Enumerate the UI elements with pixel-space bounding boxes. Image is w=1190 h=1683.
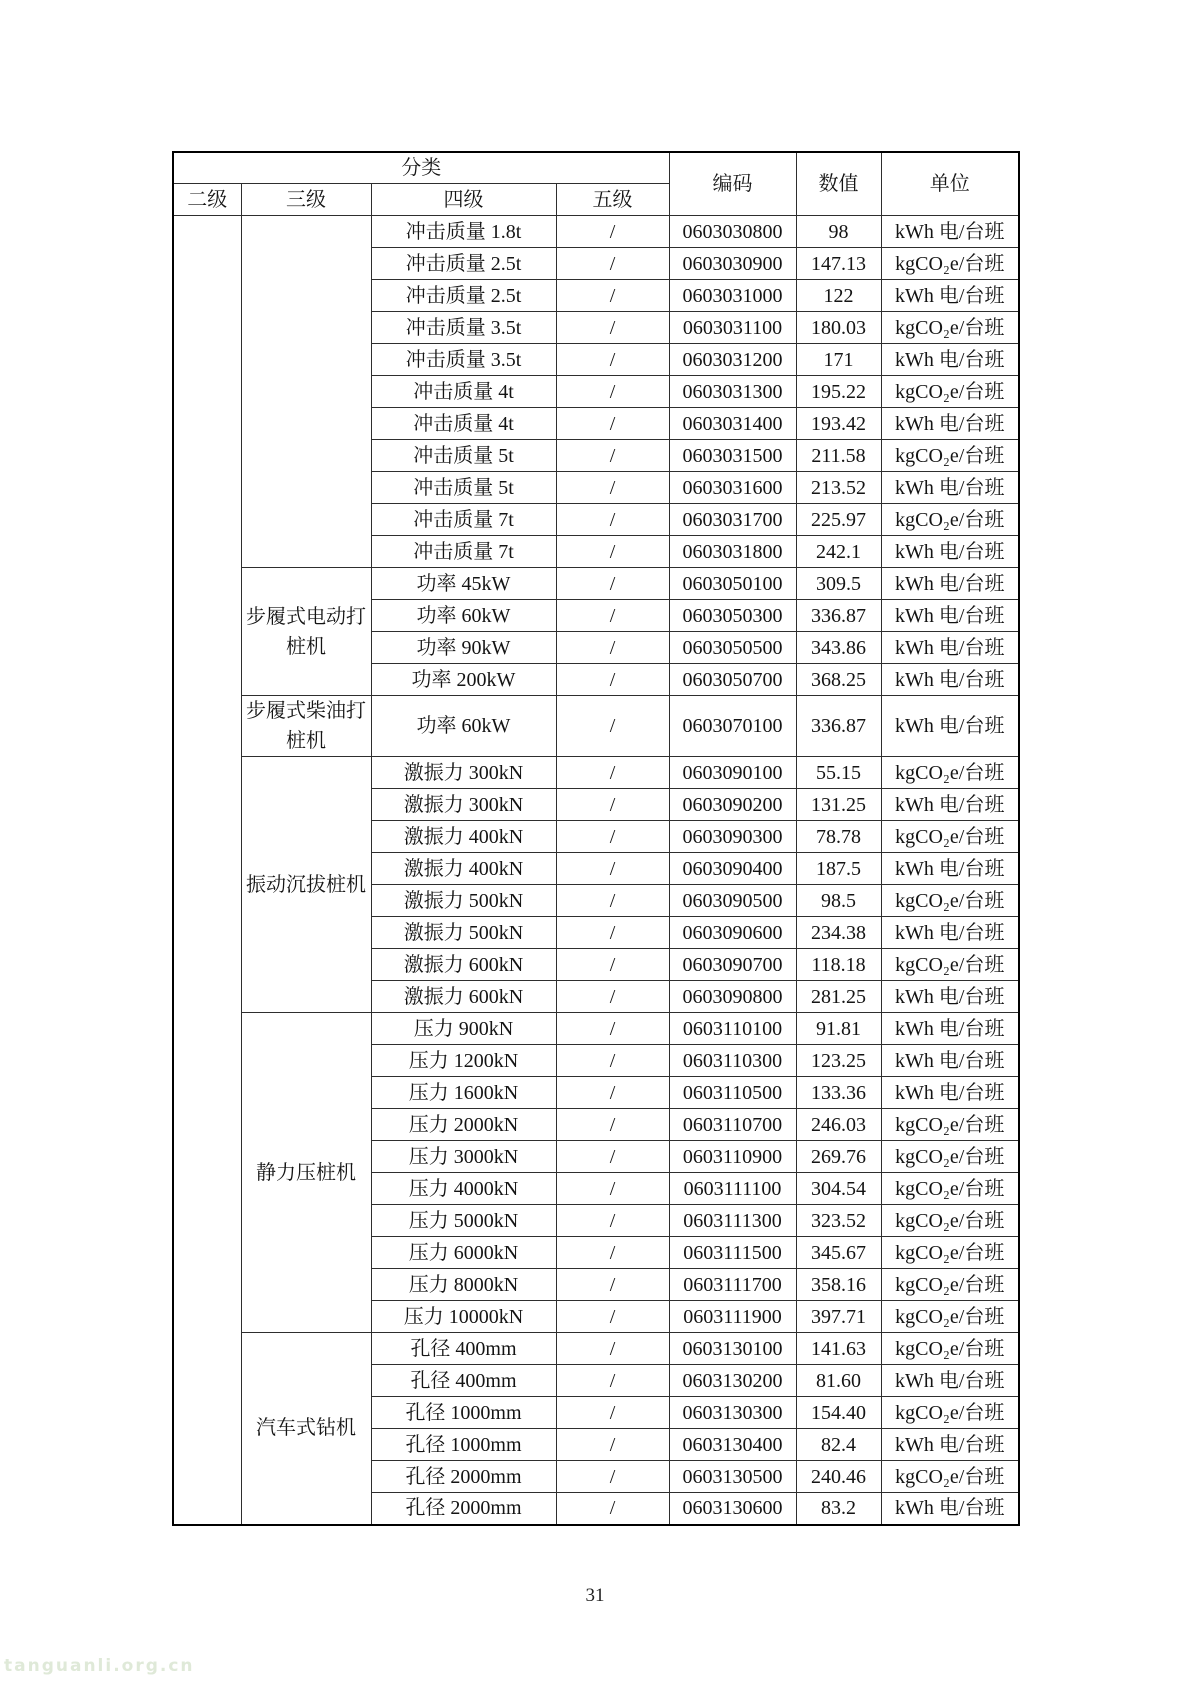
value-cell: 154.40 (796, 1397, 881, 1429)
value-cell: 195.22 (796, 376, 881, 408)
unit-cell: kgCO₂e/台班 (881, 312, 1019, 344)
code-header: 编码 (669, 152, 796, 216)
spec-cell: 冲击质量 1.8t (371, 216, 556, 248)
unit-cell: kWh 电/台班 (881, 696, 1019, 757)
value-cell: 211.58 (796, 440, 881, 472)
spec-cell: 功率 45kW (371, 568, 556, 600)
unit-cell: kWh 电/台班 (881, 1077, 1019, 1109)
unit-cell: kgCO₂e/台班 (881, 1109, 1019, 1141)
unit-cell: kgCO₂e/台班 (881, 1173, 1019, 1205)
level5-cell: / (556, 600, 669, 632)
code-cell: 0603090500 (669, 885, 796, 917)
value-cell: 336.87 (796, 696, 881, 757)
level5-cell: / (556, 376, 669, 408)
level5-cell: / (556, 789, 669, 821)
code-cell: 0603110700 (669, 1109, 796, 1141)
code-cell: 0603090600 (669, 917, 796, 949)
level5-cell: / (556, 1397, 669, 1429)
level5-cell: / (556, 1493, 669, 1525)
code-cell: 0603110900 (669, 1141, 796, 1173)
value-cell: 281.25 (796, 981, 881, 1013)
level5-cell: / (556, 885, 669, 917)
unit-cell: kgCO₂e/台班 (881, 1205, 1019, 1237)
level5-cell: / (556, 1205, 669, 1237)
spec-cell: 激振力 600kN (371, 981, 556, 1013)
code-cell: 0603031800 (669, 536, 796, 568)
level5-cell: / (556, 248, 669, 280)
level5-cell: / (556, 1269, 669, 1301)
level5-cell: / (556, 1045, 669, 1077)
value-cell: 193.42 (796, 408, 881, 440)
code-cell: 0603130400 (669, 1429, 796, 1461)
unit-header: 单位 (881, 152, 1019, 216)
level5-cell: / (556, 664, 669, 696)
unit-cell: kgCO₂e/台班 (881, 1269, 1019, 1301)
unit-cell: kWh 电/台班 (881, 568, 1019, 600)
level5-cell: / (556, 632, 669, 664)
unit-cell: kWh 电/台班 (881, 1429, 1019, 1461)
unit-cell: kWh 电/台班 (881, 280, 1019, 312)
value-cell: 82.4 (796, 1429, 881, 1461)
code-cell: 0603090300 (669, 821, 796, 853)
code-cell: 0603030900 (669, 248, 796, 280)
level4-header: 四级 (371, 184, 556, 216)
level3-header: 三级 (241, 184, 371, 216)
code-cell: 0603130500 (669, 1461, 796, 1493)
value-cell: 98 (796, 216, 881, 248)
unit-cell: kgCO₂e/台班 (881, 1141, 1019, 1173)
watermark: tanguanli.org.cn (4, 1656, 195, 1676)
unit-cell: kWh 电/台班 (881, 408, 1019, 440)
level5-cell: / (556, 472, 669, 504)
code-cell: 0603030800 (669, 216, 796, 248)
unit-cell: kWh 电/台班 (881, 472, 1019, 504)
value-cell: 91.81 (796, 1013, 881, 1045)
value-cell: 336.87 (796, 600, 881, 632)
level2-category-cell (173, 216, 241, 1525)
unit-cell: kWh 电/台班 (881, 344, 1019, 376)
spec-cell: 激振力 400kN (371, 821, 556, 853)
level5-cell: / (556, 1237, 669, 1269)
level5-cell: / (556, 536, 669, 568)
spec-cell: 冲击质量 2.5t (371, 248, 556, 280)
page-number: 31 (585, 1585, 605, 1606)
spec-cell: 功率 200kW (371, 664, 556, 696)
code-cell: 0603031600 (669, 472, 796, 504)
unit-cell: kWh 电/台班 (881, 664, 1019, 696)
unit-cell: kWh 电/台班 (881, 853, 1019, 885)
level5-cell: / (556, 440, 669, 472)
value-cell: 242.1 (796, 536, 881, 568)
unit-cell: kgCO₂e/台班 (881, 1333, 1019, 1365)
code-cell: 0603031500 (669, 440, 796, 472)
value-cell: 345.67 (796, 1237, 881, 1269)
code-cell: 0603090700 (669, 949, 796, 981)
value-cell: 213.52 (796, 472, 881, 504)
spec-cell: 孔径 1000mm (371, 1397, 556, 1429)
level5-cell: / (556, 1333, 669, 1365)
code-cell: 0603110300 (669, 1045, 796, 1077)
table-row (173, 568, 1019, 600)
spec-cell: 压力 6000kN (371, 1237, 556, 1269)
table-row (173, 757, 1019, 789)
spec-cell: 冲击质量 5t (371, 472, 556, 504)
level5-cell: / (556, 1013, 669, 1045)
code-cell: 0603031100 (669, 312, 796, 344)
carbon-emission-factor-table (172, 151, 1020, 1526)
value-cell: 81.60 (796, 1365, 881, 1397)
code-cell: 0603130100 (669, 1333, 796, 1365)
level5-header: 五级 (556, 184, 669, 216)
value-cell: 240.46 (796, 1461, 881, 1493)
unit-cell: kgCO₂e/台班 (881, 1461, 1019, 1493)
level5-cell: / (556, 1365, 669, 1397)
code-cell: 0603111300 (669, 1205, 796, 1237)
code-cell: 0603110100 (669, 1013, 796, 1045)
unit-cell: kWh 电/台班 (881, 1493, 1019, 1525)
level3-category-cell: 静力压桩机 (241, 1013, 371, 1333)
code-cell: 0603111700 (669, 1269, 796, 1301)
unit-cell: kgCO₂e/台班 (881, 821, 1019, 853)
unit-cell: kgCO₂e/台班 (881, 885, 1019, 917)
level3-category-cell: 振动沉拔桩机 (241, 757, 371, 1013)
code-cell: 0603031700 (669, 504, 796, 536)
level5-cell: / (556, 216, 669, 248)
level5-cell: / (556, 821, 669, 853)
spec-cell: 压力 5000kN (371, 1205, 556, 1237)
value-cell: 131.25 (796, 789, 881, 821)
level5-cell: / (556, 757, 669, 789)
spec-cell: 冲击质量 7t (371, 504, 556, 536)
table-row (173, 216, 1019, 248)
spec-cell: 压力 900kN (371, 1013, 556, 1045)
level5-cell: / (556, 1429, 669, 1461)
code-cell: 0603031200 (669, 344, 796, 376)
spec-cell: 功率 60kW (371, 696, 556, 757)
level3-category-cell: 汽车式钻机 (241, 1333, 371, 1525)
level5-cell: / (556, 853, 669, 885)
spec-cell: 激振力 600kN (371, 949, 556, 981)
spec-cell: 压力 8000kN (371, 1269, 556, 1301)
spec-cell: 冲击质量 3.5t (371, 344, 556, 376)
spec-cell: 激振力 300kN (371, 789, 556, 821)
value-cell: 234.38 (796, 917, 881, 949)
value-cell: 225.97 (796, 504, 881, 536)
level5-cell: / (556, 1173, 669, 1205)
value-cell: 55.15 (796, 757, 881, 789)
value-cell: 122 (796, 280, 881, 312)
table-row (173, 696, 1019, 757)
code-cell: 0603110500 (669, 1077, 796, 1109)
table-row (173, 1333, 1019, 1365)
unit-cell: kWh 电/台班 (881, 1013, 1019, 1045)
level5-cell: / (556, 344, 669, 376)
code-cell: 0603111500 (669, 1237, 796, 1269)
level5-cell: / (556, 408, 669, 440)
spec-cell: 压力 1200kN (371, 1045, 556, 1077)
code-cell: 0603090100 (669, 757, 796, 789)
level5-cell: / (556, 504, 669, 536)
spec-cell: 压力 3000kN (371, 1141, 556, 1173)
level5-cell: / (556, 917, 669, 949)
unit-cell: kgCO₂e/台班 (881, 757, 1019, 789)
unit-cell: kWh 电/台班 (881, 600, 1019, 632)
level5-cell: / (556, 1461, 669, 1493)
spec-cell: 压力 10000kN (371, 1301, 556, 1333)
code-cell: 0603070100 (669, 696, 796, 757)
spec-cell: 压力 2000kN (371, 1109, 556, 1141)
level5-cell: / (556, 1077, 669, 1109)
spec-cell: 冲击质量 4t (371, 376, 556, 408)
unit-cell: kgCO₂e/台班 (881, 376, 1019, 408)
value-cell: 309.5 (796, 568, 881, 600)
value-cell: 358.16 (796, 1269, 881, 1301)
code-cell: 0603031300 (669, 376, 796, 408)
table-row (173, 1013, 1019, 1045)
value-cell: 368.25 (796, 664, 881, 696)
level5-cell: / (556, 696, 669, 757)
code-cell: 0603130600 (669, 1493, 796, 1525)
level3-category-cell: 步履式电动打桩机 (241, 568, 371, 696)
spec-cell: 激振力 500kN (371, 885, 556, 917)
spec-cell: 冲击质量 4t (371, 408, 556, 440)
level5-cell: / (556, 312, 669, 344)
value-cell: 323.52 (796, 1205, 881, 1237)
spec-cell: 冲击质量 3.5t (371, 312, 556, 344)
value-cell: 180.03 (796, 312, 881, 344)
unit-cell: kWh 电/台班 (881, 536, 1019, 568)
level5-cell: / (556, 1301, 669, 1333)
unit-cell: kgCO₂e/台班 (881, 504, 1019, 536)
code-cell: 0603050300 (669, 600, 796, 632)
spec-cell: 激振力 300kN (371, 757, 556, 789)
level5-cell: / (556, 949, 669, 981)
unit-cell: kgCO₂e/台班 (881, 1301, 1019, 1333)
spec-cell: 孔径 1000mm (371, 1429, 556, 1461)
value-header: 数值 (796, 152, 881, 216)
code-cell: 0603090800 (669, 981, 796, 1013)
spec-cell: 孔径 400mm (371, 1365, 556, 1397)
code-cell: 0603111900 (669, 1301, 796, 1333)
spec-cell: 冲击质量 7t (371, 536, 556, 568)
value-cell: 147.13 (796, 248, 881, 280)
unit-cell: kWh 电/台班 (881, 632, 1019, 664)
value-cell: 343.86 (796, 632, 881, 664)
code-cell: 0603050100 (669, 568, 796, 600)
level3-category-cell (241, 216, 371, 568)
value-cell: 98.5 (796, 885, 881, 917)
code-cell: 0603031400 (669, 408, 796, 440)
unit-cell: kWh 电/台班 (881, 789, 1019, 821)
spec-cell: 压力 4000kN (371, 1173, 556, 1205)
code-cell: 0603130300 (669, 1397, 796, 1429)
value-cell: 171 (796, 344, 881, 376)
spec-cell: 孔径 2000mm (371, 1461, 556, 1493)
code-cell: 0603111100 (669, 1173, 796, 1205)
level3-category-cell: 步履式柴油打桩机 (241, 696, 371, 757)
value-cell: 78.78 (796, 821, 881, 853)
value-cell: 123.25 (796, 1045, 881, 1077)
spec-cell: 孔径 2000mm (371, 1493, 556, 1525)
spec-cell: 功率 60kW (371, 600, 556, 632)
unit-cell: kgCO₂e/台班 (881, 1397, 1019, 1429)
unit-cell: kWh 电/台班 (881, 216, 1019, 248)
spec-cell: 冲击质量 2.5t (371, 280, 556, 312)
value-cell: 141.63 (796, 1333, 881, 1365)
spec-cell: 压力 1600kN (371, 1077, 556, 1109)
value-cell: 118.18 (796, 949, 881, 981)
unit-cell: kWh 电/台班 (881, 917, 1019, 949)
spec-cell: 孔径 400mm (371, 1333, 556, 1365)
level5-cell: / (556, 1141, 669, 1173)
code-cell: 0603090200 (669, 789, 796, 821)
code-cell: 0603050500 (669, 632, 796, 664)
spec-cell: 激振力 500kN (371, 917, 556, 949)
value-cell: 246.03 (796, 1109, 881, 1141)
spec-cell: 冲击质量 5t (371, 440, 556, 472)
value-cell: 397.71 (796, 1301, 881, 1333)
value-cell: 269.76 (796, 1141, 881, 1173)
level5-cell: / (556, 280, 669, 312)
spec-cell: 激振力 400kN (371, 853, 556, 885)
value-cell: 133.36 (796, 1077, 881, 1109)
unit-cell: kgCO₂e/台班 (881, 1237, 1019, 1269)
classification-header: 分类 (173, 152, 669, 184)
unit-cell: kgCO₂e/台班 (881, 440, 1019, 472)
code-cell: 0603031000 (669, 280, 796, 312)
level5-cell: / (556, 981, 669, 1013)
unit-cell: kWh 电/台班 (881, 1365, 1019, 1397)
code-cell: 0603090400 (669, 853, 796, 885)
level5-cell: / (556, 1109, 669, 1141)
code-cell: 0603050700 (669, 664, 796, 696)
unit-cell: kWh 电/台班 (881, 981, 1019, 1013)
value-cell: 304.54 (796, 1173, 881, 1205)
unit-cell: kgCO₂e/台班 (881, 949, 1019, 981)
spec-cell: 功率 90kW (371, 632, 556, 664)
code-cell: 0603130200 (669, 1365, 796, 1397)
value-cell: 83.2 (796, 1493, 881, 1525)
unit-cell: kgCO₂e/台班 (881, 248, 1019, 280)
unit-cell: kWh 电/台班 (881, 1045, 1019, 1077)
level2-header: 二级 (173, 184, 241, 216)
value-cell: 187.5 (796, 853, 881, 885)
level5-cell: / (556, 568, 669, 600)
